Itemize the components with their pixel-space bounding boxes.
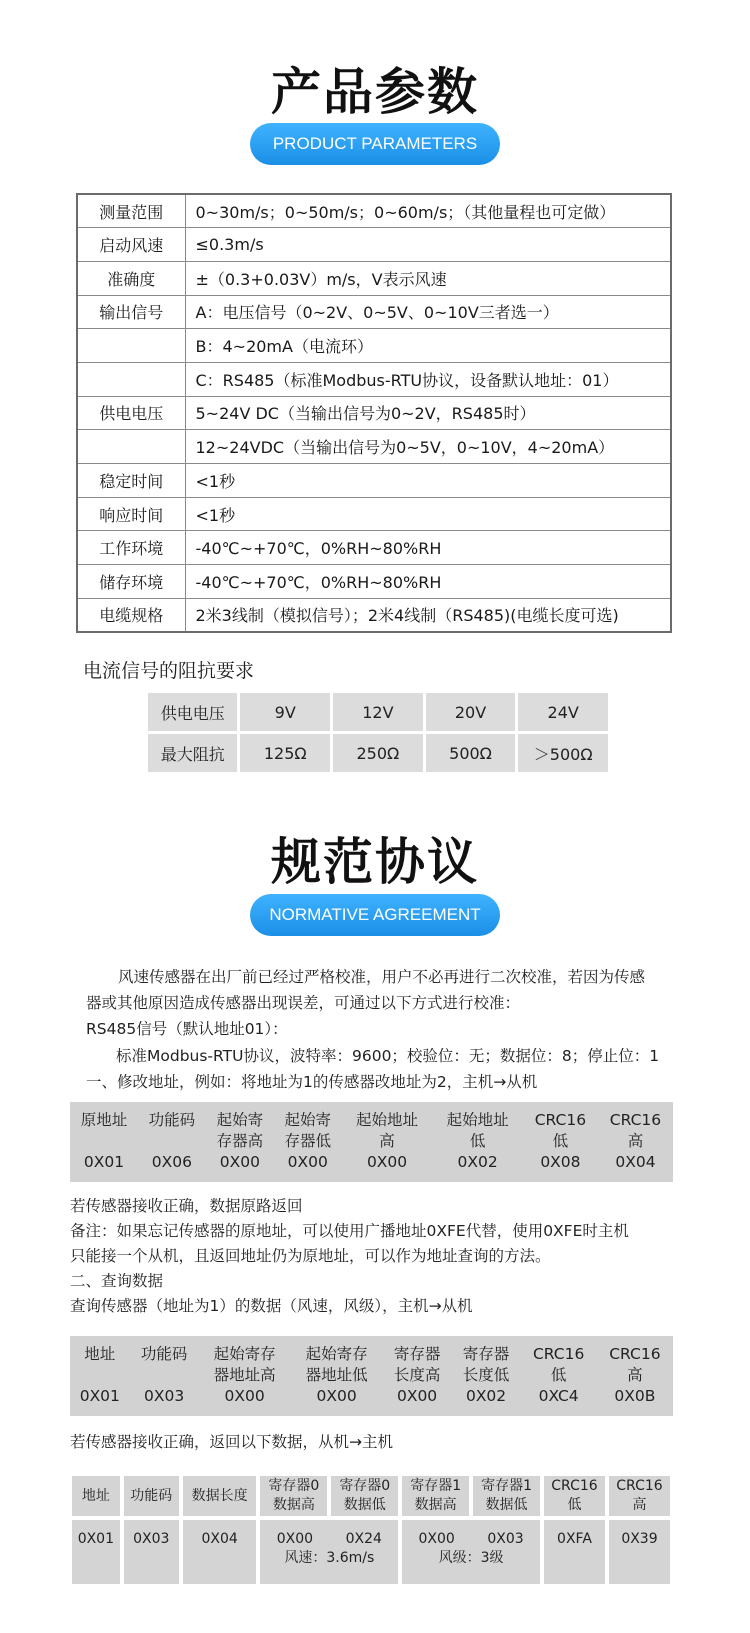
- frame-header-cell: [598, 1102, 673, 1152]
- param-key: 启动风速: [77, 228, 185, 262]
- table-cell: 0X39: [609, 1520, 670, 1584]
- frame-header-row: [70, 1102, 673, 1152]
- frame-value-cell: 0X03: [144, 1387, 185, 1405]
- param-value: ≤0.3m/s: [185, 228, 671, 262]
- param-value: -40℃~+70℃，0%RH~80%RH: [185, 565, 671, 599]
- param-key: 准确度: [77, 261, 185, 295]
- header-line: 功能码: [148, 1111, 196, 1129]
- header-line: 寄存器1: [481, 1478, 533, 1494]
- table-cell: 125Ω: [240, 734, 330, 772]
- param-key: [77, 362, 185, 396]
- param-value: <1秒: [185, 464, 671, 498]
- table-cell: 最大阻抗: [148, 734, 237, 772]
- frame-header-cell: [432, 1102, 523, 1152]
- response-header-cell: [72, 1476, 120, 1516]
- param-row: [77, 261, 671, 295]
- param-value: 12~24VDC（当输出信号为0~5V，0~10V，4~20mA）: [185, 430, 671, 464]
- table-cell: 0X04: [183, 1520, 257, 1584]
- frame-value-cell: 0X00: [224, 1387, 265, 1405]
- response-header-cell: [260, 1476, 327, 1516]
- response-header-row: [72, 1476, 670, 1516]
- param-key: 输出信号: [77, 295, 185, 329]
- header-line: 高: [627, 1366, 643, 1384]
- frame-value-cell: 0X01: [79, 1387, 120, 1405]
- header-line: 高: [379, 1132, 395, 1150]
- header-line: 数据高: [272, 1497, 315, 1513]
- frame-value-cell: 0X02: [465, 1387, 507, 1405]
- header-line: 寄存器0: [268, 1478, 320, 1494]
- table-cell: ＞500Ω: [518, 734, 608, 772]
- param-row: [77, 396, 671, 430]
- header-line: 寄存器0: [339, 1478, 391, 1494]
- header-line: 长度高: [393, 1366, 441, 1384]
- response-header-cell: [331, 1476, 398, 1516]
- frame-value-cell: 0X04: [615, 1153, 656, 1171]
- param-key: 储存环境: [77, 565, 185, 599]
- frame-header-cell: [597, 1336, 673, 1386]
- step-heading: 一、修改地址，例如：将地址为1的传感器改地址为2，主机→从机: [86, 1073, 538, 1091]
- param-key: 响应时间: [77, 497, 185, 531]
- intro-text: 器或其他原因造成传感器出现误差，可通过以下方式进行校准：: [86, 994, 521, 1012]
- protocol-text: 标准Modbus-RTU协议，波特率：9600；校验位：无；数据位：8；停止位：1: [116, 1047, 660, 1065]
- param-value: 5~24V DC（当输出信号为0~2V，RS485时）: [185, 396, 671, 430]
- impedance-table: [145, 690, 611, 775]
- param-row: [77, 464, 671, 498]
- frame-header-cell: [452, 1336, 521, 1386]
- param-row: [77, 362, 671, 396]
- note-text: 只能接一个从机，且返回地址仍为原地址，可以作为地址查询的方法。: [70, 1247, 551, 1265]
- response-values-row: [72, 1520, 670, 1584]
- param-key: 电缆规格: [77, 598, 185, 632]
- frame-header-cell: [383, 1336, 452, 1386]
- frame-values-row: [70, 1152, 673, 1173]
- frame-value-cell: 0X00: [366, 1153, 408, 1171]
- param-row: [77, 565, 671, 599]
- header-line: 数据高: [414, 1497, 457, 1513]
- table-cell: 0X03: [124, 1520, 179, 1584]
- param-key: [77, 329, 185, 363]
- parameters-table: [76, 193, 672, 633]
- frame-value-cell: 0X00: [287, 1153, 328, 1171]
- response-table: [68, 1472, 674, 1588]
- param-value: A：电压信号（0~2V、0~5V、0~10V三者选一）: [185, 295, 671, 329]
- table-cell: 24V: [518, 693, 608, 731]
- table-cell: 20V: [426, 693, 516, 731]
- header-line: 数据低: [343, 1497, 386, 1513]
- header-line: CRC16: [532, 1345, 585, 1363]
- frame-value-cell: 0X00: [396, 1387, 438, 1405]
- header-line: 起始地址: [356, 1111, 419, 1129]
- register0-low: 0X24: [345, 1531, 382, 1547]
- frame-header-cell: [70, 1102, 138, 1152]
- param-value: 0~30m/s；0~50m/s；0~60m/s；（其他量程也可定做）: [185, 194, 671, 228]
- param-row: [77, 598, 671, 632]
- register0-cell: [260, 1520, 398, 1584]
- table-cell: 250Ω: [333, 734, 423, 772]
- param-row: [77, 228, 671, 262]
- header-line: CRC16: [534, 1111, 587, 1129]
- header-line: CRC16: [551, 1478, 598, 1494]
- response-header-cell: [609, 1476, 670, 1516]
- note-text: 若传感器接收正确，数据原路返回: [70, 1197, 303, 1215]
- note-text: 备注：如果忘记传感器的原地址，可以使用广播地址0XFE代替，使用0XFE时主机: [70, 1222, 629, 1240]
- param-row: [77, 295, 671, 329]
- header-line: 地址: [81, 1487, 110, 1504]
- frame-header-cell: [521, 1336, 597, 1386]
- param-row: [77, 531, 671, 565]
- frame-value-cell: 0X02: [457, 1153, 498, 1171]
- frame-header-cell: [291, 1336, 383, 1386]
- response-header-cell: [183, 1476, 257, 1516]
- header-line: 高: [632, 1497, 647, 1513]
- frame-value-cell: 0X00: [316, 1387, 357, 1405]
- section-title-normative-agreement: 规范协议: [271, 833, 479, 891]
- table-cell: 0XFA: [544, 1520, 605, 1584]
- register1-cell: [402, 1520, 540, 1584]
- header-line: 地址: [84, 1345, 116, 1363]
- header-line: 功能码: [140, 1345, 188, 1363]
- param-key: 供电电压: [77, 396, 185, 430]
- header-line: CRC16: [609, 1111, 662, 1129]
- header-line: 长度低: [462, 1366, 510, 1384]
- param-key: 稳定时间: [77, 464, 185, 498]
- param-key: 测量范围: [77, 194, 185, 228]
- frame-header-cell: [342, 1102, 433, 1152]
- table-cell: 9V: [240, 693, 330, 731]
- header-line: 低: [567, 1497, 582, 1513]
- header-line: 起始寄存: [213, 1345, 276, 1363]
- header-line: 高: [627, 1132, 644, 1150]
- param-value: 2米3线制（模拟信号）；2米4线制（RS485)(电缆长度可选): [185, 598, 671, 632]
- frame-header-cell: [206, 1102, 274, 1152]
- wind-speed-note: 风速：3.6m/s: [284, 1550, 375, 1566]
- frame-header-cell: [523, 1102, 598, 1152]
- frame-value-cell: 0X06: [151, 1153, 192, 1171]
- header-line: 数据低: [485, 1497, 528, 1513]
- response-intro: 若传感器接收正确，返回以下数据，从机→主机: [70, 1433, 393, 1451]
- response-header-cell: [124, 1476, 179, 1516]
- register1-high: 0X00: [418, 1531, 455, 1547]
- param-value: -40℃~+70℃，0%RH~80%RH: [185, 531, 671, 565]
- frame-value-cell: 0X00: [219, 1153, 260, 1171]
- section-subtitle-badge: PRODUCT PARAMETERS: [250, 123, 500, 165]
- section-subtitle-badge: NORMATIVE AGREEMENT: [250, 894, 500, 936]
- table-cell: 0X01: [72, 1520, 120, 1584]
- frame-value-cell: 0X01: [83, 1153, 125, 1171]
- frame-header-cell: [138, 1102, 206, 1152]
- header-line: 低: [469, 1132, 486, 1150]
- header-line: 寄存器1: [410, 1478, 462, 1494]
- param-row: [77, 329, 671, 363]
- frame-value-cell: 0XC4: [538, 1387, 579, 1405]
- header-line: 器地址低: [305, 1366, 368, 1384]
- table-cell: 供电电压: [148, 693, 237, 731]
- header-line: 起始寄: [284, 1111, 332, 1129]
- register0-high: 0X00: [276, 1531, 314, 1547]
- frame-values-row: [70, 1386, 673, 1407]
- header-line: 低: [552, 1132, 569, 1150]
- header-line: 寄存器: [462, 1345, 510, 1363]
- param-key: [77, 430, 185, 464]
- frame-header-row: [70, 1336, 673, 1386]
- param-value: <1秒: [185, 497, 671, 531]
- header-line: 起始地址: [446, 1111, 509, 1129]
- impedance-title: 电流信号的阻抗要求: [83, 660, 255, 682]
- header-line: 器地址高: [213, 1366, 276, 1384]
- header-line: 起始寄存: [305, 1345, 368, 1363]
- param-row: [77, 497, 671, 531]
- impedance-row-voltage: [148, 693, 608, 731]
- header-line: CRC16: [609, 1345, 661, 1363]
- frame-header-cell: [274, 1102, 342, 1152]
- note-text: 查询传感器（地址为1）的数据（风速，风级），主机→从机: [70, 1297, 473, 1315]
- param-row: [77, 194, 671, 228]
- wind-level-note: 风级：3级: [438, 1550, 504, 1566]
- frame-header-cell: [130, 1336, 199, 1386]
- modify-address-frame: [70, 1102, 673, 1182]
- param-value: B：4~20mA（电流环）: [185, 329, 671, 363]
- register1-low: 0X03: [487, 1531, 524, 1547]
- header-line: 起始寄: [216, 1111, 264, 1129]
- param-key: 工作环境: [77, 531, 185, 565]
- frame-header-cell: [70, 1336, 130, 1386]
- param-row: [77, 430, 671, 464]
- frame-header-cell: [199, 1336, 291, 1386]
- header-line: 数据长度: [191, 1487, 248, 1504]
- header-line: 原地址: [80, 1111, 128, 1129]
- step-heading: 二、查询数据: [70, 1272, 164, 1290]
- header-line: 存器高: [216, 1132, 264, 1150]
- intro-text: RS485信号（默认地址01）：: [86, 1020, 288, 1038]
- header-line: 存器低: [284, 1132, 332, 1150]
- impedance-row-resistance: [148, 734, 608, 772]
- section-title-product-parameters: 产品参数: [271, 63, 479, 121]
- response-header-cell: [402, 1476, 469, 1516]
- table-cell: 12V: [333, 693, 423, 731]
- query-frame: [70, 1336, 673, 1416]
- response-header-cell: [473, 1476, 540, 1516]
- header-line: CRC16: [616, 1478, 663, 1494]
- frame-value-cell: 0X08: [540, 1153, 581, 1171]
- param-value: ±（0.3+0.03V）m/s，V表示风速: [185, 261, 671, 295]
- header-line: 寄存器: [393, 1345, 441, 1363]
- response-header-cell: [544, 1476, 605, 1516]
- header-line: 低: [550, 1366, 567, 1384]
- intro-text: 风速传感器在出厂前已经过严格校准，用户不必再进行二次校准，若因为传感: [118, 968, 646, 986]
- frame-value-cell: 0X0B: [614, 1387, 656, 1405]
- table-cell: 500Ω: [426, 734, 516, 772]
- param-value: C：RS485（标准Modbus-RTU协议，设备默认地址：01）: [185, 362, 671, 396]
- header-line: 功能码: [130, 1487, 173, 1504]
